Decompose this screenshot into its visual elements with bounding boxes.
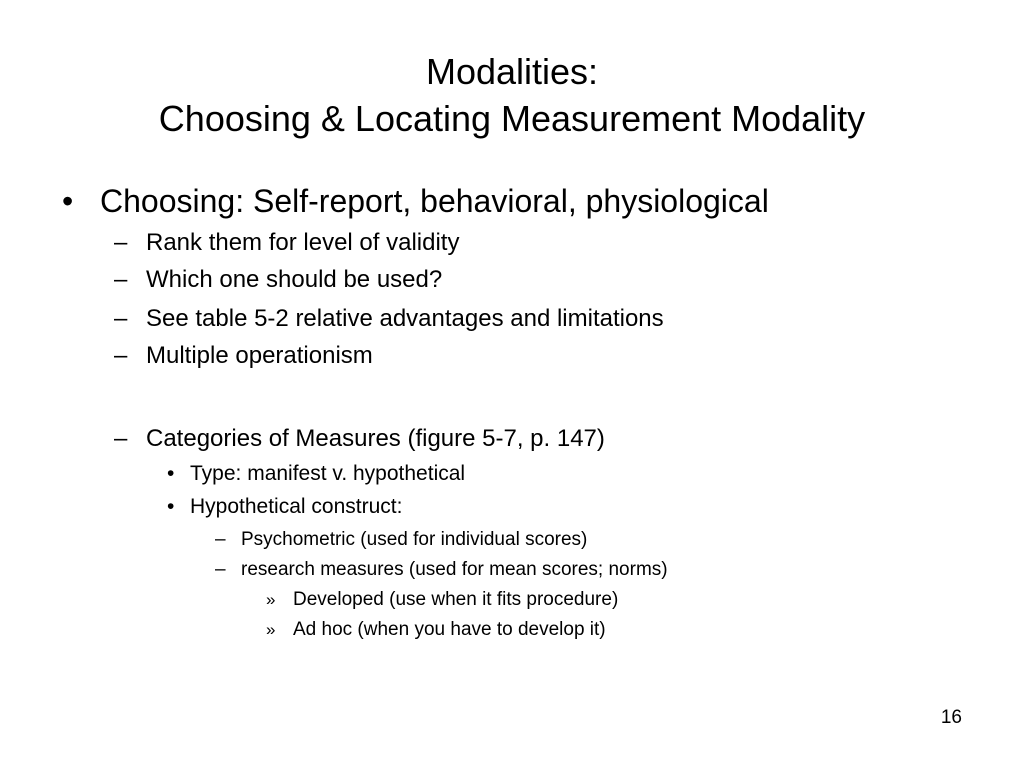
list-item-ad-hoc: Ad hoc (when you have to develop it): [293, 619, 606, 640]
list-item-see-table: See table 5-2 relative advantages and limitations: [146, 305, 664, 332]
raquo-marker: »: [266, 590, 276, 609]
slide-title-line-2: Choosing & Locating Measurement Modality: [158, 98, 866, 139]
list-item-type: Type: manifest v. hypothetical: [190, 462, 466, 485]
bullet-marker: •: [167, 495, 175, 518]
list-item-developed: Developed (use when it fits procedure): [293, 589, 619, 610]
list-item-choosing: Choosing: Self-report, behavioral, physiological: [100, 183, 769, 219]
list-item-hypothetical-construct: Hypothetical construct:: [190, 495, 403, 518]
list-item-rank: Rank them for level of validity: [146, 229, 460, 256]
raquo-marker: »: [266, 620, 276, 639]
list-item-psychometric: Psychometric (used for individual scores): [241, 529, 588, 550]
dash-marker: –: [114, 229, 128, 256]
bullet-marker: •: [62, 183, 74, 219]
bullet-marker: •: [167, 462, 175, 485]
slide-title: [0, 48, 1024, 142]
dash-marker: –: [114, 425, 128, 452]
dash-marker: –: [215, 559, 226, 580]
dash-marker: –: [114, 305, 128, 332]
slide-title-line-1: Modalities:: [425, 51, 599, 92]
dash-marker: –: [114, 266, 128, 293]
list-item-which-one: Which one should be used?: [146, 266, 443, 293]
list-item-categories: Categories of Measures (figure 5-7, p. 147): [146, 425, 605, 452]
page-number: 16: [940, 707, 962, 728]
dash-marker: –: [215, 529, 226, 550]
list-item-research-measures: research measures (used for mean scores; norms): [241, 559, 668, 580]
list-item-multiple-operationism: Multiple operationism: [146, 342, 373, 369]
dash-marker: –: [114, 342, 128, 369]
